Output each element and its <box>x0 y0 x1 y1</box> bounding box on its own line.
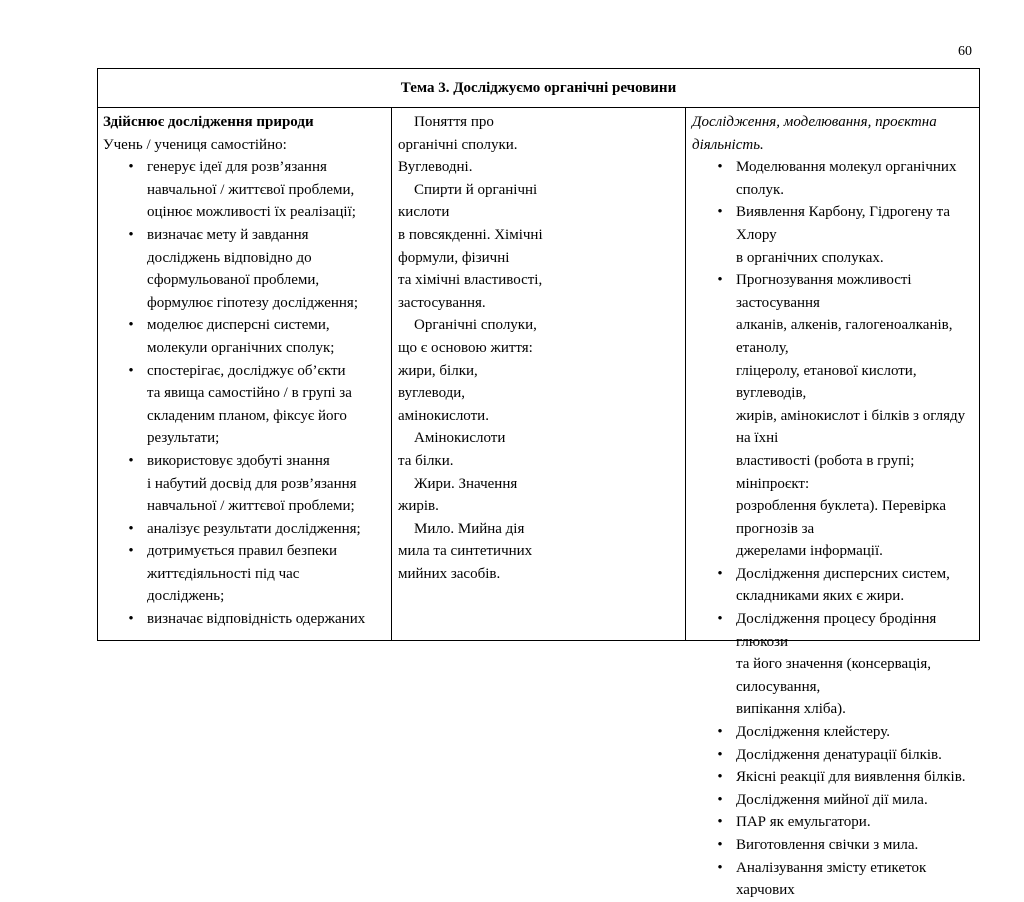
topic-item <box>398 473 681 518</box>
topic-line: кислоти <box>398 204 450 221</box>
list-item-line: аналізує результати дослідження; <box>147 520 361 537</box>
list-item-line: життєдіяльності під час <box>147 565 300 582</box>
table-content-row <box>98 108 980 641</box>
bullet-icon: • <box>717 859 723 876</box>
bullet-icon: • <box>717 272 723 289</box>
topic-line: Органічні сполуки, <box>414 317 537 334</box>
bullet-icon: • <box>717 724 723 741</box>
bullet-icon: • <box>717 611 723 628</box>
activity-item <box>692 766 975 789</box>
outcome-item <box>103 156 387 224</box>
curriculum-table <box>97 68 980 899</box>
activity-item <box>692 156 975 201</box>
outcomes-intro: Учень / учениця самостійно: <box>103 136 287 153</box>
topic-line: застосування. <box>398 294 486 311</box>
topic-line: Мило. Мийна дія <box>414 520 525 537</box>
list-item-line: складниками яких є жири. <box>736 588 905 605</box>
list-item-line: навчальної / життєвої проблеми; <box>147 498 355 515</box>
list-item-line: оцінює можливості їх реалізації; <box>147 204 356 221</box>
activities-heading: Дослідження, моделювання, проєктна діяльність. <box>692 114 937 153</box>
activity-item <box>692 834 975 857</box>
bullet-icon: • <box>128 226 134 243</box>
topic-item <box>398 179 681 315</box>
outcomes-cell <box>98 108 392 641</box>
activity-item <box>692 269 975 563</box>
list-item-line: Виявлення Карбону, Гідрогену та Хлору <box>736 204 951 243</box>
list-item-line: Дослідження дисперсних систем, <box>736 565 950 582</box>
bullet-icon: • <box>717 814 723 831</box>
bullet-icon: • <box>128 159 134 176</box>
topic-line: мила та синтетичних <box>398 543 533 560</box>
activity-item <box>692 721 975 744</box>
topic-line: жири, білки, <box>398 362 478 379</box>
bullet-icon: • <box>128 543 134 560</box>
list-item-line: дотримується правил безпеки <box>147 543 338 560</box>
bullet-icon: • <box>717 746 723 763</box>
activity-item <box>692 744 975 767</box>
list-item-line: сформульованої проблеми, <box>147 272 320 289</box>
list-item-line: Виготовлення свічки з мила. <box>736 837 919 853</box>
table-title: Тема 3. Досліджуємо органічні речовини <box>98 69 980 108</box>
outcome-item <box>103 224 387 314</box>
topic-line: в повсякденні. Хімічні <box>398 226 543 243</box>
list-item-line: Аналізування змісту етикеток харчових <box>736 859 927 899</box>
list-item-line: досліджень; <box>147 588 225 605</box>
outcome-item <box>103 608 387 631</box>
list-item-line: моделює дисперсні системи, <box>147 317 330 334</box>
outcome-item <box>103 314 387 359</box>
outcome-item <box>103 540 387 608</box>
topic-line: Поняття про <box>414 114 494 130</box>
bullet-icon: • <box>717 204 723 221</box>
topic-item <box>398 518 681 586</box>
bullet-icon: • <box>128 452 134 469</box>
list-item-line: навчальної / життєвої проблеми, <box>147 181 355 198</box>
topic-line: амінокислоти. <box>398 407 489 424</box>
topic-line: органічні сполуки. <box>398 136 518 153</box>
bullet-icon: • <box>717 769 723 786</box>
topic-item <box>398 111 681 179</box>
list-item-line: визначає мету й завдання <box>147 226 309 243</box>
list-item-line: розроблення буклета). Перевірка прогнозів за <box>736 498 947 537</box>
outcome-item <box>103 450 387 518</box>
list-item-line: досліджень відповідно до <box>147 249 312 266</box>
list-item-line: та явища самостійно / в групі за <box>147 385 352 402</box>
activity-item <box>692 857 975 902</box>
list-item-line: Дослідження процесу бродіння глюкози <box>736 611 937 650</box>
list-item-line: формулює гіпотезу дослідження; <box>147 294 359 311</box>
outcomes-list <box>103 156 387 630</box>
outcome-item <box>103 360 387 450</box>
list-item-line: молекули органічних сполук; <box>147 339 335 356</box>
list-item-line: жирів, амінокислот і білків з огляду на їхні <box>736 407 966 447</box>
activities-cell <box>686 108 980 899</box>
bullet-icon: • <box>128 317 134 334</box>
topic-line: жирів. <box>398 498 439 515</box>
list-item-line: алканів, алкенів, галогеноалканів, етанолу, <box>736 317 953 356</box>
bullet-icon: • <box>128 611 134 628</box>
list-item-line: використовує здобуті знання <box>147 452 330 469</box>
page-number: 60 <box>958 44 972 59</box>
activity-item <box>692 608 975 721</box>
list-item-line: визначає відповідність одержаних <box>147 611 366 628</box>
list-item-line: Дослідження клейстеру. <box>736 724 890 741</box>
list-item-line: складеним планом, фіксує його <box>147 407 347 424</box>
bullet-icon: • <box>717 791 723 808</box>
list-item-line: властивості (робота в групі; мініпроєкт: <box>736 452 915 492</box>
topic-item <box>398 427 681 472</box>
list-item-line: Дослідження денатурації білків. <box>736 746 942 763</box>
topic-line: Спирти й органічні <box>414 181 538 198</box>
topic-line: та хімічні властивості, <box>398 272 543 289</box>
content-cell <box>392 108 686 641</box>
topic-line: мийних засобів. <box>398 565 501 582</box>
list-item-line: генерує ідеї для розв’язання <box>147 159 327 176</box>
list-item-line: випікання хліба). <box>736 701 846 718</box>
bullet-icon: • <box>717 159 723 176</box>
list-item-line: результати; <box>147 430 220 447</box>
topic-line: Амінокислоти <box>414 430 506 447</box>
activity-item <box>692 563 975 608</box>
outcomes-heading: Здійснює дослідження природи <box>103 114 314 130</box>
list-item-line: Якісні реакції для виявлення білків. <box>736 769 966 786</box>
list-item-line: гліцеролу, етанової кислоти, вуглеводів, <box>736 362 917 402</box>
topic-line: Жири. Значення <box>414 475 518 492</box>
topics-list <box>398 108 681 640</box>
list-item-line: Моделювання молекул органічних сполук. <box>736 159 957 198</box>
list-item-line: спостерігає, досліджує об’єкти <box>147 362 346 379</box>
outcome-item <box>103 518 387 541</box>
topic-line: що є основою життя: <box>398 339 533 356</box>
bullet-icon: • <box>717 837 723 853</box>
list-item-line: і набутий досвід для розв’язання <box>147 475 357 492</box>
topic-item <box>398 314 681 427</box>
activity-item <box>692 789 975 812</box>
table-header-row <box>98 69 980 108</box>
bullet-icon: • <box>128 520 134 537</box>
topic-line: Вуглеводні. <box>398 159 473 176</box>
list-item-line: в органічних сполуках. <box>736 249 884 266</box>
topic-line: та білки. <box>398 452 454 469</box>
topic-line: вуглеводи, <box>398 385 466 402</box>
list-item-line: та його значення (консервація, силосування, <box>736 656 932 695</box>
activity-item <box>692 811 975 834</box>
list-item-line: Прогнозування можливості застосування <box>736 272 912 311</box>
bullet-icon: • <box>128 362 134 379</box>
list-item-line: джерелами інформації. <box>736 543 883 560</box>
list-item-line: ПАР як емульгатори. <box>736 814 871 831</box>
list-item-line: Дослідження мийної дії мила. <box>736 791 928 808</box>
activity-item <box>692 201 975 269</box>
topic-line: формули, фізичні <box>398 249 510 266</box>
bullet-icon: • <box>717 565 723 582</box>
activities-list <box>692 156 975 902</box>
